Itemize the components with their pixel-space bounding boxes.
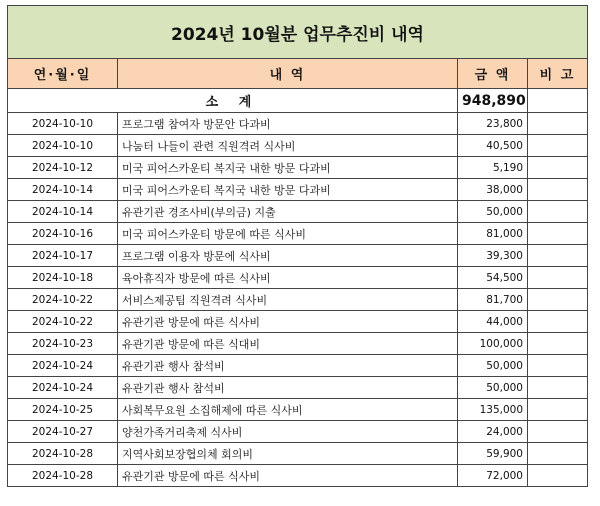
row-note[interactable]: [528, 443, 588, 465]
subtotal-note[interactable]: [528, 89, 588, 113]
row-date[interactable]: 2024-10-12: [8, 157, 118, 179]
row-note[interactable]: [528, 223, 588, 245]
row-date[interactable]: 2024-10-27: [8, 421, 118, 443]
table-row: [8, 399, 588, 421]
row-note[interactable]: [528, 421, 588, 443]
row-description[interactable]: 미국 피어스카운티 복지국 내한 방문 다과비: [118, 157, 458, 179]
row-amount[interactable]: 135,000: [458, 399, 528, 421]
row-description[interactable]: 서비스제공팀 직원격려 식사비: [118, 289, 458, 311]
table-row: [8, 377, 588, 399]
row-amount[interactable]: 24,000: [458, 421, 528, 443]
row-date[interactable]: 2024-10-10: [8, 113, 118, 135]
row-amount[interactable]: 54,500: [458, 267, 528, 289]
row-amount[interactable]: 40,500: [458, 135, 528, 157]
row-description[interactable]: 나눔터 나들이 관련 직원격려 식사비: [118, 135, 458, 157]
row-note[interactable]: [528, 289, 588, 311]
row-amount[interactable]: 50,000: [458, 201, 528, 223]
row-date[interactable]: 2024-10-23: [8, 333, 118, 355]
expense-table: [7, 5, 588, 487]
table-row: [8, 421, 588, 443]
table-row: [8, 355, 588, 377]
row-amount[interactable]: 38,000: [458, 179, 528, 201]
header-note[interactable]: 비 고: [528, 59, 588, 89]
table-row: [8, 157, 588, 179]
row-note[interactable]: [528, 245, 588, 267]
row-description[interactable]: 유관기관 행사 참석비: [118, 377, 458, 399]
subtotal-amount[interactable]: 948,890: [458, 89, 528, 113]
table-row: [8, 179, 588, 201]
table-row: [8, 135, 588, 157]
row-amount[interactable]: 59,900: [458, 443, 528, 465]
subtotal-row: [8, 89, 588, 113]
row-date[interactable]: 2024-10-18: [8, 267, 118, 289]
row-description[interactable]: 미국 피어스카운티 방문에 따른 식사비: [118, 223, 458, 245]
row-description[interactable]: 사회복무요원 소집해제에 따른 식사비: [118, 399, 458, 421]
row-note[interactable]: [528, 267, 588, 289]
header-row: [8, 59, 588, 89]
row-amount[interactable]: 50,000: [458, 355, 528, 377]
row-note[interactable]: [528, 355, 588, 377]
row-description[interactable]: 육아휴직자 방문에 따른 식사비: [118, 267, 458, 289]
table-row: [8, 443, 588, 465]
row-date[interactable]: 2024-10-24: [8, 355, 118, 377]
row-description[interactable]: 프로그램 이용자 방문에 식사비: [118, 245, 458, 267]
row-note[interactable]: [528, 201, 588, 223]
table-row: [8, 333, 588, 355]
row-note[interactable]: [528, 135, 588, 157]
row-amount[interactable]: 5,190: [458, 157, 528, 179]
row-amount[interactable]: 81,000: [458, 223, 528, 245]
row-description[interactable]: 유관기관 경조사비(부의금) 지출: [118, 201, 458, 223]
table-row: [8, 201, 588, 223]
title-row: [8, 6, 588, 59]
row-amount[interactable]: 100,000: [458, 333, 528, 355]
header-date[interactable]: 연·월·일: [8, 59, 118, 89]
row-date[interactable]: 2024-10-24: [8, 377, 118, 399]
row-description[interactable]: 유관기관 행사 참석비: [118, 355, 458, 377]
row-date[interactable]: 2024-10-16: [8, 223, 118, 245]
row-date[interactable]: 2024-10-28: [8, 443, 118, 465]
table-row: [8, 245, 588, 267]
row-date[interactable]: 2024-10-10: [8, 135, 118, 157]
row-note[interactable]: [528, 465, 588, 487]
table-row: [8, 311, 588, 333]
row-note[interactable]: [528, 157, 588, 179]
row-amount[interactable]: 39,300: [458, 245, 528, 267]
row-date[interactable]: 2024-10-22: [8, 289, 118, 311]
row-description[interactable]: 프로그램 참여자 방문안 다과비: [118, 113, 458, 135]
table-row: [8, 113, 588, 135]
row-description[interactable]: 유관기관 방문에 따른 식대비: [118, 333, 458, 355]
row-date[interactable]: 2024-10-25: [8, 399, 118, 421]
row-amount[interactable]: 23,800: [458, 113, 528, 135]
table-row: [8, 289, 588, 311]
row-date[interactable]: 2024-10-17: [8, 245, 118, 267]
row-description[interactable]: 미국 피어스카운티 복지국 내한 방문 다과비: [118, 179, 458, 201]
row-amount[interactable]: 81,700: [458, 289, 528, 311]
row-note[interactable]: [528, 399, 588, 421]
row-note[interactable]: [528, 311, 588, 333]
row-amount[interactable]: 72,000: [458, 465, 528, 487]
header-description[interactable]: 내 역: [118, 59, 458, 89]
sheet-title[interactable]: 2024년 10월분 업무추진비 내역: [8, 6, 588, 59]
row-amount[interactable]: 50,000: [458, 377, 528, 399]
row-note[interactable]: [528, 179, 588, 201]
header-amount[interactable]: 금 액: [458, 59, 528, 89]
row-description[interactable]: 양천가족거리축제 식사비: [118, 421, 458, 443]
subtotal-label[interactable]: 소 계: [8, 89, 458, 113]
row-note[interactable]: [528, 333, 588, 355]
table-row: [8, 267, 588, 289]
table-row: [8, 465, 588, 487]
row-description[interactable]: 지역사회보장협의체 회의비: [118, 443, 458, 465]
row-note[interactable]: [528, 113, 588, 135]
row-date[interactable]: 2024-10-28: [8, 465, 118, 487]
row-amount[interactable]: 44,000: [458, 311, 528, 333]
row-description[interactable]: 유관기관 방문에 따른 식사비: [118, 311, 458, 333]
row-note[interactable]: [528, 377, 588, 399]
row-date[interactable]: 2024-10-14: [8, 201, 118, 223]
table-row: [8, 223, 588, 245]
row-description[interactable]: 유관기관 방문에 따른 식사비: [118, 465, 458, 487]
row-date[interactable]: 2024-10-14: [8, 179, 118, 201]
row-date[interactable]: 2024-10-22: [8, 311, 118, 333]
